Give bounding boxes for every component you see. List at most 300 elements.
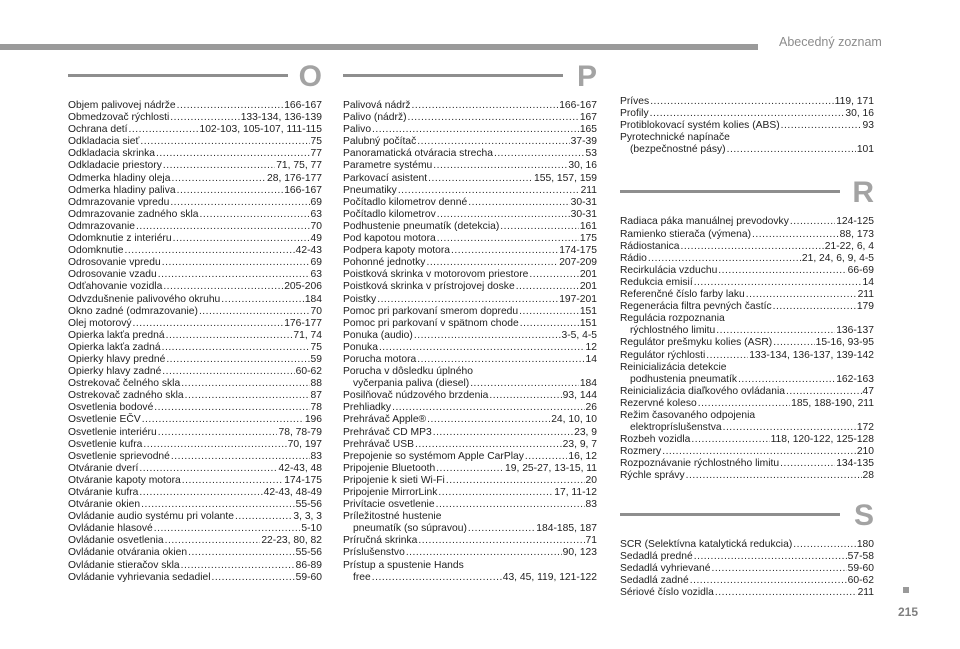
entry-term: Prehliadky <box>343 402 392 414</box>
entry-pages: 175 <box>579 233 597 245</box>
index-entry <box>68 547 322 559</box>
entry-term: Ostrekovač zadného skla <box>68 390 184 402</box>
entry-term: Referenčné číslo farby laku <box>620 289 745 301</box>
entry-term: Palivo <box>343 124 372 136</box>
index-entry <box>68 487 322 499</box>
index-entry <box>343 427 597 439</box>
entry-term: Odmrazovanie <box>68 220 135 232</box>
entry-pages: 20 <box>585 474 597 486</box>
entry-term: Ovládanie audio systému pri volante <box>68 511 234 523</box>
entry-term: Ochrana detí <box>68 124 128 136</box>
entry-pages: 49 <box>310 233 322 245</box>
index-entry <box>68 306 322 318</box>
index-entry <box>68 136 322 148</box>
index-entry <box>343 523 597 535</box>
entry-pages: 69 <box>310 196 322 208</box>
entry-term: Poistková skrinka v motorovom priestore <box>343 269 529 281</box>
entry-pages: 101 <box>856 144 874 156</box>
entry-pages: 83 <box>585 499 597 511</box>
index-entry <box>68 475 322 487</box>
entry-pages: 53 <box>585 148 597 160</box>
entry-pages: 59 <box>310 353 322 365</box>
entry-term: Ramienko stierača (výmena) <box>620 228 752 240</box>
entry-pages: 119, 171 <box>834 96 874 107</box>
entry-term: Pripojenie MirrorLink <box>343 487 438 498</box>
entry-term: Opierky hlavy predné <box>68 353 166 365</box>
entry-term: pneumatík (so súpravou) <box>353 523 467 535</box>
index-entry <box>620 587 874 599</box>
entry-term: Panoramatická otváracia strecha <box>343 148 493 160</box>
entry-term: Protiblokovací systém kolies (ABS) <box>620 120 780 132</box>
entry-pages: 63 <box>310 269 322 281</box>
entry-pages: 37-39 <box>570 136 597 148</box>
entry-pages: 211 <box>857 289 874 301</box>
index-entry <box>68 366 322 378</box>
entry-pages: 70, 197 <box>287 438 322 450</box>
index-entry <box>68 342 322 354</box>
entry-pages: 133-134, 136-137, 139-142 <box>749 349 874 361</box>
entry-term: Počítadlo kilometrov denné <box>343 196 468 208</box>
index-entry <box>68 173 322 185</box>
entry-term: Ovládanie hlasové <box>68 523 153 535</box>
index-entry <box>68 233 322 245</box>
entry-term: Podhustenie pneumatík (detekcia) <box>343 220 500 232</box>
entry-pages: 71 <box>585 535 597 547</box>
index-entry <box>68 209 322 221</box>
index-entry <box>620 277 874 289</box>
index-entry <box>68 294 322 306</box>
entry-pages: 180 <box>856 538 874 550</box>
entry-term: Rádiostanica <box>620 240 680 252</box>
entry-term: Počítadlo kilometrov <box>343 208 436 220</box>
entry-term: Osvetlenie kufra <box>68 438 143 450</box>
index-entry: Pyrotechnické napínače <box>620 132 730 144</box>
index-entry <box>68 257 322 269</box>
entry-pages: 184 <box>304 293 322 305</box>
index-entry <box>343 487 597 499</box>
entry-pages: 197-201 <box>559 293 597 305</box>
entry-term: Palivo (nádrž) <box>343 112 407 124</box>
entry-term: Rozmery <box>620 446 662 458</box>
entry-pages: 75 <box>310 341 322 353</box>
index-entry <box>343 306 597 318</box>
index-entry <box>68 160 322 172</box>
letter-heading-r <box>620 176 874 214</box>
entry-pages: 14 <box>862 276 874 288</box>
entry-pages: 26 <box>585 402 597 414</box>
index-entry <box>620 253 874 265</box>
index-entry <box>68 499 322 511</box>
entry-term: Pripojenie k sieti Wi-Fi <box>343 474 445 486</box>
entry-term: Odkladacie priestory <box>68 160 162 172</box>
entry-term: Privítacie osvetlenie <box>343 499 435 511</box>
entry-pages: 60-62 <box>295 366 322 378</box>
index-entry <box>68 523 322 535</box>
entry-pages: 43, 45, 119, 121-122 <box>502 571 597 583</box>
entry-pages: 179 <box>856 301 874 313</box>
entry-term: Objem palivovej nádrže <box>68 100 176 111</box>
entry-term: Pomoc pri parkovaní smerom dopredu <box>343 305 519 317</box>
index-entry <box>343 390 597 402</box>
index-entry <box>343 294 597 306</box>
entry-pages: 136-137 <box>836 325 874 337</box>
index-entry <box>343 124 597 136</box>
entry-pages: 87 <box>310 390 322 402</box>
entry-pages: 60-62 <box>847 574 874 586</box>
index-entry <box>620 120 874 132</box>
entry-pages: 133-134, 136-139 <box>240 112 322 124</box>
entry-pages: 16, 12 <box>568 450 597 462</box>
entry-term: Porucha motora <box>343 353 417 365</box>
entry-term: Ovládanie stieračov skla <box>68 559 180 571</box>
entry-term: Rádio <box>620 252 647 264</box>
entry-term: Pneumatiky <box>343 184 397 196</box>
index-entry <box>343 414 597 426</box>
entry-pages: 57-58 <box>847 550 874 562</box>
entry-pages: 3, 3, 3 <box>293 511 322 523</box>
entry-pages: 166-167 <box>559 100 597 111</box>
index-entry <box>620 458 874 470</box>
index-entry: Regulácia rozpoznania <box>620 313 725 325</box>
page-number: 215 <box>898 605 919 619</box>
entry-pages: 21-22, 6, 4 <box>824 240 874 252</box>
entry-term: Radiaca páka manuálnej prevodovky <box>620 216 789 228</box>
entry-pages: 70 <box>310 305 322 317</box>
entry-term: Reinicializácia diaľkového ovládania <box>620 385 785 397</box>
index-entry <box>343 354 597 366</box>
entry-pages: 55-56 <box>295 547 322 559</box>
index-entry <box>620 422 874 434</box>
index-entry <box>68 354 322 366</box>
entry-pages: 78, 78-79 <box>278 426 322 438</box>
entry-pages: 66-69 <box>847 264 874 276</box>
entry-pages: 23, 9, 7 <box>562 438 597 450</box>
entry-pages: 42-43, 48 <box>278 462 322 474</box>
entry-term: Palubný počítač <box>343 136 417 148</box>
index-entry <box>343 281 597 293</box>
index-entry <box>620 446 874 458</box>
entry-pages: 151 <box>579 305 597 317</box>
index-entry <box>343 136 597 148</box>
entry-pages: 24, 10, 10 <box>551 414 597 426</box>
entry-pages: 211 <box>857 586 874 598</box>
entry-term: vyčerpania paliva (diesel) <box>353 378 470 390</box>
index-entry <box>343 245 597 257</box>
index-entry <box>620 386 874 398</box>
entry-term: Pripojenie Bluetooth <box>343 462 436 474</box>
entry-pages: 30, 16 <box>568 160 597 172</box>
entry-pages: 30, 16 <box>845 108 874 120</box>
entry-term: Opierky hlavy zadné <box>68 366 162 378</box>
entry-pages: 184 <box>579 378 597 390</box>
entries-p-continued <box>620 96 874 156</box>
entry-pages: 93 <box>862 120 874 132</box>
entry-pages: 134-135 <box>836 458 874 470</box>
entry-pages: 15-16, 93-95 <box>815 337 874 349</box>
index-entry <box>343 209 597 221</box>
index-entry <box>68 112 322 124</box>
index-entry <box>620 398 874 410</box>
index-entry: Porucha v dôsledku úplného <box>343 366 473 378</box>
entry-pages: 166-167 <box>284 100 322 111</box>
entry-pages: 14 <box>585 353 597 365</box>
entry-pages: 22-23, 80, 82 <box>261 535 322 547</box>
letter-heading-s <box>620 498 874 537</box>
entries-s <box>620 539 874 599</box>
entry-term: Prehrávač Apple® <box>343 414 427 426</box>
index-entry: Reinicializácia detekcie <box>620 361 727 373</box>
entry-pages: 17, 11-12 <box>554 487 597 498</box>
entry-pages: 88, 173 <box>839 228 874 240</box>
entry-term: Ponuka (audio) <box>343 329 413 341</box>
entry-pages: 42-43 <box>295 245 322 257</box>
entry-term: Posilňovač núdzového brzdenia <box>343 390 489 402</box>
index-entry <box>343 233 597 245</box>
index-entry <box>620 434 874 446</box>
entry-term: Rýchle správy <box>620 470 685 482</box>
letter-heading-o <box>68 60 322 98</box>
index-title: Abecedný zoznam <box>779 35 882 49</box>
end-marker <box>903 587 909 593</box>
index-entry <box>343 572 597 584</box>
entry-term: Odrosovanie vpredu <box>68 257 161 269</box>
index-entry <box>620 337 874 349</box>
entry-pages: 86-89 <box>295 559 322 571</box>
entry-pages: 118, 120-122, 125-128 <box>770 434 874 446</box>
index-entry <box>343 100 597 112</box>
entries-o <box>68 100 322 584</box>
entry-pages: 184-185, 187 <box>536 523 597 535</box>
index-entry <box>343 221 597 233</box>
entry-pages: 70 <box>310 220 322 232</box>
index-entry <box>68 463 322 475</box>
index-entry: Prístup a spustenie Hands <box>343 559 464 571</box>
entry-pages: 151 <box>579 317 597 329</box>
entry-term: Osvetlenie interiéru <box>68 426 157 438</box>
entry-pages: 30-31 <box>570 208 597 220</box>
entry-term: Otváranie okien <box>68 499 141 511</box>
index-entry <box>343 160 597 172</box>
entry-pages: 162-163 <box>836 373 874 385</box>
entry-term: Otváranie kufra <box>68 487 139 498</box>
entry-term: Osvetlenie sprievodné <box>68 450 170 462</box>
entry-term: Príves <box>620 96 650 107</box>
entry-term: Obmedzovač rýchlosti <box>68 112 170 124</box>
letter-s: S <box>853 498 874 532</box>
entry-term: Poistky <box>343 293 377 305</box>
column-p <box>343 60 597 584</box>
index-entry <box>620 563 874 575</box>
index-entry <box>343 475 597 487</box>
entry-term: Odomknutie z interiéru <box>68 233 172 245</box>
index-entry <box>620 96 874 108</box>
index-entry <box>68 439 322 451</box>
entry-term: Redukcia emisií <box>620 276 693 288</box>
entry-term: Prehrávač USB <box>343 438 414 450</box>
index-entry <box>68 281 322 293</box>
index-entry <box>68 560 322 572</box>
entry-term: Odmrazovanie zadného skla <box>68 208 199 220</box>
entry-term: Odmerka hladiny oleja <box>68 172 171 184</box>
entry-pages: 88 <box>310 378 322 390</box>
entries-p <box>343 100 597 584</box>
index-entry <box>68 427 322 439</box>
entry-pages: 161 <box>579 220 597 232</box>
entry-term: Odťahovanie vozidla <box>68 281 163 293</box>
entry-term: Otváranie kapoty motora <box>68 474 181 486</box>
index-entry <box>620 325 874 337</box>
entry-term: Osvetlenie EČV <box>68 414 141 426</box>
index-entry <box>620 301 874 313</box>
index-entry <box>620 241 874 253</box>
index-entry <box>620 470 874 482</box>
entry-term: Odrosovanie vzadu <box>68 269 157 281</box>
index-entry <box>343 148 597 160</box>
entry-term: Pomoc pri parkovaní v spätnom chode <box>343 317 519 329</box>
index-entry <box>68 451 322 463</box>
entry-term: Palivová nádrž <box>343 100 411 111</box>
entry-term: Ovládanie vyhrievania sedadiel <box>68 571 211 583</box>
entry-term: Parkovací asistent <box>343 172 428 184</box>
index-entry <box>620 289 874 301</box>
index-entry <box>343 402 597 414</box>
index-entry <box>620 265 874 277</box>
index-entry <box>68 390 322 402</box>
index-entry <box>343 257 597 269</box>
entry-term: Podpera kapoty motora <box>343 245 451 257</box>
entry-pages: 59-60 <box>847 562 874 574</box>
index-entry <box>68 572 322 584</box>
entry-pages: 167 <box>579 112 597 124</box>
entry-term: Odmerka hladiny paliva <box>68 184 176 196</box>
column-o <box>68 60 322 584</box>
entry-term: Ovládanie osvetlenia <box>68 535 164 547</box>
index-entry <box>68 124 322 136</box>
entry-term: Rozbeh vozidla <box>620 434 691 446</box>
index-entry <box>343 439 597 451</box>
entry-term: Osvetlenia bodové <box>68 402 154 414</box>
letter-o: O <box>298 60 322 93</box>
index-entry <box>620 374 874 386</box>
entry-term: Parametre systému <box>343 160 433 172</box>
entry-term: rýchlostného limitu <box>630 325 716 337</box>
entry-term: Sedadlá vyhrievané <box>620 562 711 574</box>
entry-pages: 83 <box>310 450 322 462</box>
entry-pages: 78 <box>310 402 322 414</box>
index-entry <box>68 414 322 426</box>
index-entry <box>343 197 597 209</box>
entry-term: Príslušenstvo <box>343 547 405 559</box>
letter-p: P <box>576 60 597 93</box>
top-rule <box>0 44 758 50</box>
index-entry <box>68 245 322 257</box>
entry-pages: 55-56 <box>295 499 322 511</box>
entry-pages: 174-175 <box>559 245 597 257</box>
entry-pages: 172 <box>856 422 874 434</box>
entry-term: Odkladacia sieť <box>68 136 140 148</box>
entry-term: Rezervné koleso <box>620 397 697 409</box>
entry-term: Regulátor prešmyku kolies (ASR) <box>620 337 773 349</box>
entry-term: Otváranie dverí <box>68 462 139 474</box>
entry-pages: 102-103, 105-107, 111-115 <box>199 124 322 136</box>
entry-pages: 30-31 <box>570 196 597 208</box>
entry-pages: 71, 75, 77 <box>276 160 322 172</box>
entry-pages: 28 <box>862 470 874 482</box>
index-entry <box>68 100 322 112</box>
index-entry <box>343 112 597 124</box>
index-entry <box>68 378 322 390</box>
index-entry <box>343 173 597 185</box>
entry-term: Odomknutie <box>68 245 124 257</box>
index-entry <box>343 451 597 463</box>
entry-term: Odvzdušnenie palivového okruhu <box>68 293 221 305</box>
entry-term: Ostrekovač čelného skla <box>68 378 181 390</box>
entry-pages: 90, 123 <box>562 547 597 559</box>
entry-term: Príručná skrinka <box>343 535 418 547</box>
entry-term: elektropríslušenstva <box>630 422 722 434</box>
column-r <box>620 96 874 599</box>
entry-term: Sedadlá predné <box>620 550 693 562</box>
entry-term: podhustenia pneumatík <box>630 373 738 385</box>
index-entry: Príležitostné hustenie <box>343 511 442 523</box>
entry-term: Prehrávač CD MP3 <box>343 426 432 438</box>
entry-pages: 71, 74 <box>293 329 322 341</box>
index-entry <box>343 318 597 330</box>
entry-pages: 165 <box>579 124 597 136</box>
entry-term: Sériové číslo vozidla <box>620 586 714 598</box>
entry-term: Ovládanie otvárania okien <box>68 547 188 559</box>
index-entry <box>68 221 322 233</box>
entry-pages: 21, 24, 6, 9, 4-5 <box>801 252 874 264</box>
index-entry <box>343 463 597 475</box>
index-entry <box>343 185 597 197</box>
index-entry <box>68 511 322 523</box>
index-entry <box>68 318 322 330</box>
letter-heading-p <box>343 60 597 98</box>
entry-pages: 176-177 <box>284 317 322 329</box>
entry-pages: 166-167 <box>284 184 322 196</box>
entry-pages: 155, 157, 159 <box>534 172 597 184</box>
index-entry: Režim časovaného odpojenia <box>620 409 756 421</box>
entry-pages: 93, 144 <box>562 390 597 402</box>
entry-pages: 201 <box>579 281 597 293</box>
index-entry <box>343 269 597 281</box>
index-entry <box>343 547 597 559</box>
index-entry <box>620 539 874 551</box>
index-entry <box>68 185 322 197</box>
entry-pages: 23, 9 <box>574 426 597 438</box>
index-entry <box>620 229 874 241</box>
entry-term: Pohonné jednotky <box>343 257 426 269</box>
entry-pages: 3-5, 4-5 <box>561 329 597 341</box>
entry-pages: 174-175 <box>284 474 322 486</box>
entry-term: free <box>353 571 371 583</box>
entry-pages: 28, 176-177 <box>267 172 322 184</box>
index-entry <box>620 575 874 587</box>
index-entry <box>620 144 874 156</box>
entry-pages: 201 <box>579 269 597 281</box>
entry-term: Rozpoznávanie rýchlostného limitu <box>620 458 780 470</box>
entry-term: Profily <box>620 108 649 120</box>
entry-term: Regulátor rýchlosti <box>620 349 706 361</box>
entry-pages: 69 <box>310 257 322 269</box>
entry-term: Ponuka <box>343 341 378 353</box>
index-entry <box>620 551 874 563</box>
entry-pages: 75 <box>310 136 322 148</box>
letter-r: R <box>852 176 874 210</box>
entry-term: Regenerácia filtra pevných častíc <box>620 301 772 313</box>
entry-pages: 196 <box>304 414 322 426</box>
